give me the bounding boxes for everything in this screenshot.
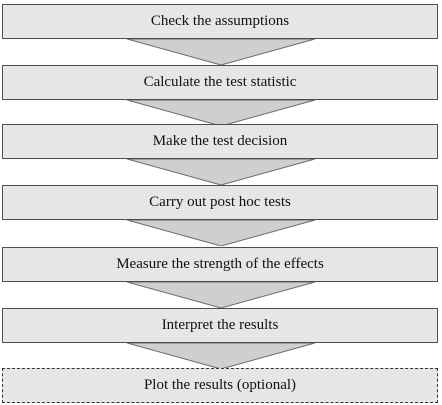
step-make-test-decision [2,124,438,159]
arrow-down-icon [0,39,442,65]
step-plot-results-optional [2,368,438,403]
step-measure-strength [2,247,438,282]
step-calculate-test-statistic [2,65,438,100]
step-label: Check the assumptions [150,13,290,29]
step-label: Make the test decision [152,133,288,149]
arrow-down-icon [0,159,442,185]
arrow-down-icon [0,282,442,308]
step-label: Carry out post hoc tests [149,194,291,210]
arrow-down-icon [0,100,442,126]
step-label: Interpret the results [161,317,279,333]
arrow-down-icon [0,220,442,246]
step-label: Measure the strength of the effects [116,256,324,272]
step-check-assumptions [2,4,438,39]
arrow-down-icon [0,343,442,369]
step-label: Plot the results (optional) [143,377,297,393]
step-post-hoc-tests [2,185,438,220]
step-label: Calculate the test statistic [143,74,297,90]
step-interpret-results [2,308,438,343]
